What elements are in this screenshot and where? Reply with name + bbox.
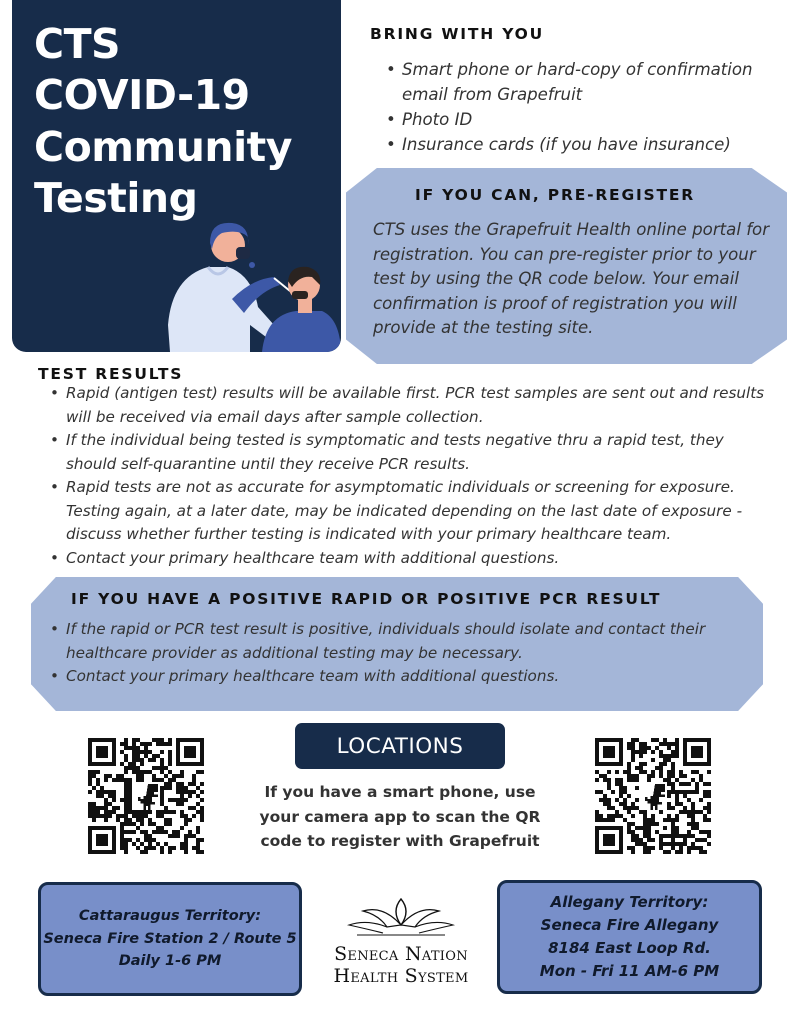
title-line-4: Testing: [34, 174, 198, 222]
positive-list: [48, 618, 760, 689]
list-item: • Contact your primary healthcare team with additional questions.: [48, 665, 760, 689]
location-name: Allegany Territory:: [550, 893, 709, 911]
location-name: Cattaraugus Territory:: [78, 908, 262, 925]
title-line-2: COVID-19: [34, 71, 250, 119]
location-site: Seneca Fire Station 2 / Route 5: [43, 930, 297, 947]
qr-finder-pattern: [88, 826, 116, 854]
dinosaur-icon: [138, 784, 158, 810]
qr-finder-pattern: [595, 738, 623, 766]
preregister-text: CTS uses the Grapefruit Health online portal for registration. You can pre-register prior to your test by using the QR code below. Your email confirmation is proof of registration you will provide at the testing site.: [373, 220, 770, 338]
preregister-heading: IF YOU CAN, PRE-REGISTER: [415, 186, 695, 204]
bring-heading: BRING WITH YOU: [370, 25, 545, 43]
qr-finder-pattern: [683, 738, 711, 766]
list-item: • Rapid tests are not as accurate for asymptomatic individuals or screening for exposure. Testing again, at a later date, may be indicated depending on the last date of exposure - discuss whether further testing is indicated with your primary healthcare team.: [48, 476, 778, 547]
location-site: Seneca Fire Allegany: [540, 916, 719, 934]
scan-instructions: If you have a smart phone, use your camera app to scan the QR code to register with Grapefruit: [259, 783, 541, 850]
dinosaur-icon: [645, 784, 665, 810]
list-item: • If the individual being tested is symptomatic and tests negative thru a rapid test, they should self-quarantine until they receive PCR results.: [48, 429, 778, 476]
bring-list: [384, 57, 784, 157]
qr-code-right[interactable]: [595, 738, 711, 854]
list-item: • Contact your primary healthcare team with additional questions.: [48, 547, 778, 571]
title-panel: [12, 0, 341, 352]
allegany-location-box: [497, 880, 762, 994]
positive-heading: IF YOU HAVE A POSITIVE RAPID OR POSITIVE PCR RESULT: [71, 590, 662, 608]
location-address: 8184 East Loop Rd.: [548, 939, 711, 957]
logo-line-2: Health System: [333, 965, 469, 987]
list-item: • If the rapid or PCR test result is positive, individuals should isolate and contact their healthcare provider as additional testing may be necessary.: [48, 618, 760, 665]
seneca-logo-emblem: [327, 895, 475, 939]
location-hours: Mon - Fri 11 AM-6 PM: [539, 962, 720, 980]
testing-illustration: [162, 215, 341, 352]
qr-finder-pattern: [595, 826, 623, 854]
qr-finder-pattern: [88, 738, 116, 766]
title-line-1: CTS: [34, 20, 121, 68]
location-hours: Daily 1-6 PM: [118, 953, 222, 970]
list-item: • Smart phone or hard-copy of confirmation email from Grapefruit: [384, 57, 784, 107]
results-heading: TEST RESULTS: [38, 365, 184, 383]
cattaraugus-location-box: [38, 882, 302, 996]
qr-finder-pattern: [176, 738, 204, 766]
qr-code-left[interactable]: [88, 738, 204, 854]
locations-button[interactable]: LOCATIONS: [295, 723, 505, 769]
list-item: • Insurance cards (if you have insurance): [384, 132, 784, 157]
list-item: • Rapid (antigen test) results will be available first. PCR test samples are sent out and results will be received via email days after sample collection.: [48, 382, 778, 429]
results-list: [48, 382, 778, 570]
title-line-3: Community: [34, 123, 292, 171]
list-item: • Photo ID: [384, 107, 784, 132]
logo-line-1: Seneca Nation: [334, 943, 468, 965]
